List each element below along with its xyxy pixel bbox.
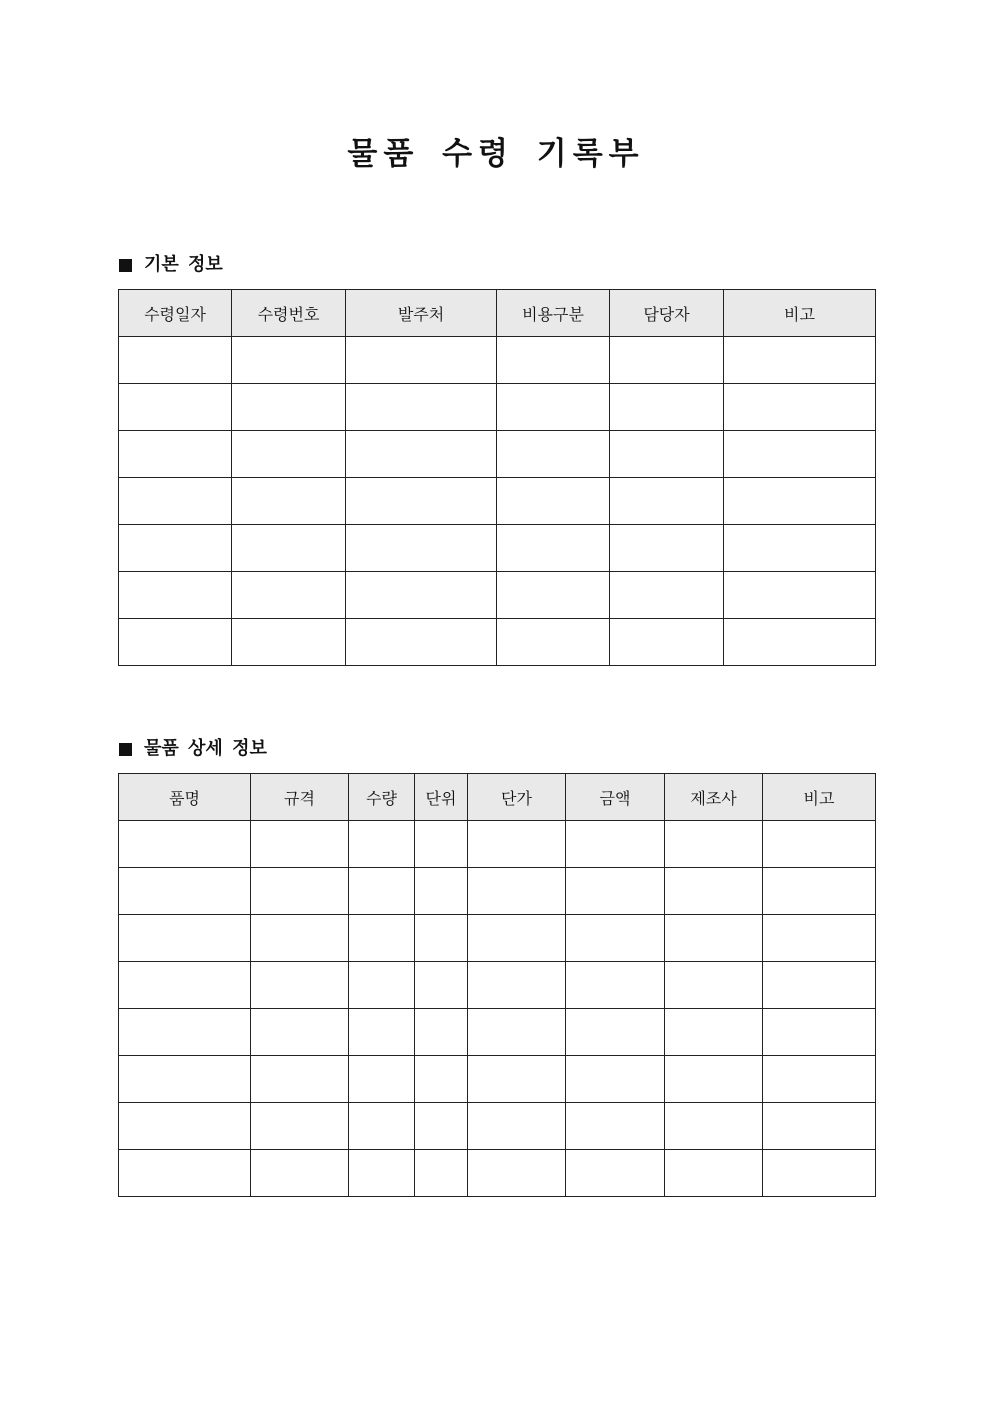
table-cell[interactable] bbox=[346, 619, 497, 666]
table-cell[interactable] bbox=[119, 1150, 251, 1197]
table-cell[interactable] bbox=[610, 384, 724, 431]
table-cell[interactable] bbox=[468, 868, 566, 915]
table-cell[interactable] bbox=[497, 384, 610, 431]
item-details-table-body bbox=[119, 821, 876, 1197]
table-cell[interactable] bbox=[610, 572, 724, 619]
table-cell[interactable] bbox=[610, 525, 724, 572]
table-cell[interactable] bbox=[232, 572, 346, 619]
table-row bbox=[119, 915, 876, 962]
table-row bbox=[119, 1009, 876, 1056]
table-cell[interactable] bbox=[497, 337, 610, 384]
table-cell[interactable] bbox=[119, 962, 251, 1009]
column-header-manufacturer: 제조사 bbox=[665, 774, 763, 821]
table-cell[interactable] bbox=[566, 915, 665, 962]
table-cell[interactable] bbox=[566, 821, 665, 868]
column-header-unit-price: 단가 bbox=[468, 774, 566, 821]
table-cell[interactable] bbox=[251, 1009, 349, 1056]
table-cell[interactable] bbox=[468, 1103, 566, 1150]
table-cell[interactable] bbox=[566, 1056, 665, 1103]
table-cell[interactable] bbox=[415, 915, 468, 962]
table-cell[interactable] bbox=[349, 821, 415, 868]
table-cell[interactable] bbox=[665, 1009, 763, 1056]
section-heading-label: 기본 정보 bbox=[144, 254, 223, 275]
column-header-unit: 단위 bbox=[415, 774, 468, 821]
table-cell[interactable] bbox=[349, 868, 415, 915]
table-cell[interactable] bbox=[763, 915, 876, 962]
table-cell[interactable] bbox=[763, 868, 876, 915]
table-row bbox=[119, 619, 876, 666]
table-cell[interactable] bbox=[119, 572, 232, 619]
table-cell[interactable] bbox=[119, 868, 251, 915]
table-cell[interactable] bbox=[497, 619, 610, 666]
table-cell[interactable] bbox=[119, 1056, 251, 1103]
table-cell[interactable] bbox=[665, 1056, 763, 1103]
basic-info-table bbox=[118, 289, 876, 666]
table-cell[interactable] bbox=[119, 1009, 251, 1056]
column-header-quantity: 수량 bbox=[349, 774, 415, 821]
section-heading-item-details bbox=[119, 737, 267, 761]
table-cell[interactable] bbox=[468, 821, 566, 868]
table-cell[interactable] bbox=[346, 337, 497, 384]
table-cell[interactable] bbox=[251, 1150, 349, 1197]
item-details-table bbox=[118, 773, 876, 1197]
column-header-item-name: 품명 bbox=[119, 774, 251, 821]
section-heading-basic-info bbox=[119, 253, 223, 277]
table-cell[interactable] bbox=[724, 525, 876, 572]
table-row bbox=[119, 868, 876, 915]
table-cell[interactable] bbox=[346, 478, 497, 525]
table-cell[interactable] bbox=[415, 1056, 468, 1103]
table-row bbox=[119, 478, 876, 525]
table-cell[interactable] bbox=[497, 431, 610, 478]
table-cell[interactable] bbox=[566, 1150, 665, 1197]
basic-info-table-body bbox=[119, 337, 876, 666]
table-cell[interactable] bbox=[497, 525, 610, 572]
table-row bbox=[119, 337, 876, 384]
table-cell[interactable] bbox=[346, 384, 497, 431]
table-cell[interactable] bbox=[724, 431, 876, 478]
table-cell[interactable] bbox=[415, 1150, 468, 1197]
table-cell[interactable] bbox=[349, 915, 415, 962]
table-cell[interactable] bbox=[665, 915, 763, 962]
table-cell[interactable] bbox=[468, 1056, 566, 1103]
column-header-amount: 금액 bbox=[566, 774, 665, 821]
table-cell[interactable] bbox=[251, 915, 349, 962]
table-cell[interactable] bbox=[119, 821, 251, 868]
table-cell[interactable] bbox=[763, 962, 876, 1009]
black-square-icon bbox=[119, 743, 132, 756]
column-header-person-in-charge: 담당자 bbox=[610, 290, 724, 337]
table-cell[interactable] bbox=[349, 1056, 415, 1103]
column-header-cost-type: 비용구분 bbox=[497, 290, 610, 337]
table-cell[interactable] bbox=[497, 478, 610, 525]
table-cell[interactable] bbox=[468, 1009, 566, 1056]
table-cell[interactable] bbox=[610, 431, 724, 478]
table-cell[interactable] bbox=[349, 1009, 415, 1056]
table-header-row bbox=[119, 290, 876, 337]
table-cell[interactable] bbox=[349, 1103, 415, 1150]
table-row bbox=[119, 1056, 876, 1103]
table-cell[interactable] bbox=[566, 1103, 665, 1150]
table-cell[interactable] bbox=[251, 962, 349, 1009]
table-cell[interactable] bbox=[468, 915, 566, 962]
table-cell[interactable] bbox=[251, 868, 349, 915]
table-cell[interactable] bbox=[119, 1103, 251, 1150]
table-cell[interactable] bbox=[665, 821, 763, 868]
table-row bbox=[119, 1103, 876, 1150]
table-row bbox=[119, 384, 876, 431]
table-row bbox=[119, 962, 876, 1009]
table-cell[interactable] bbox=[232, 431, 346, 478]
table-cell[interactable] bbox=[763, 1150, 876, 1197]
column-header-remarks: 비고 bbox=[763, 774, 876, 821]
table-header-row bbox=[119, 774, 876, 821]
table-cell[interactable] bbox=[566, 962, 665, 1009]
column-header-specification: 규격 bbox=[251, 774, 349, 821]
table-cell[interactable] bbox=[415, 962, 468, 1009]
table-row bbox=[119, 821, 876, 868]
table-cell[interactable] bbox=[251, 1056, 349, 1103]
table-cell[interactable] bbox=[468, 962, 566, 1009]
table-cell[interactable] bbox=[724, 384, 876, 431]
table-cell[interactable] bbox=[346, 431, 497, 478]
table-cell[interactable] bbox=[763, 1056, 876, 1103]
table-cell[interactable] bbox=[119, 337, 232, 384]
table-cell[interactable] bbox=[346, 525, 497, 572]
table-cell[interactable] bbox=[119, 431, 232, 478]
table-cell[interactable] bbox=[232, 619, 346, 666]
section-heading-label: 물품 상세 정보 bbox=[144, 738, 267, 759]
table-row bbox=[119, 431, 876, 478]
table-cell[interactable] bbox=[610, 478, 724, 525]
table-cell[interactable] bbox=[665, 962, 763, 1009]
table-cell[interactable] bbox=[724, 572, 876, 619]
table-cell[interactable] bbox=[468, 1150, 566, 1197]
table-cell[interactable] bbox=[763, 821, 876, 868]
table-cell[interactable] bbox=[349, 962, 415, 1009]
column-header-receipt-number: 수령번호 bbox=[232, 290, 346, 337]
table-row bbox=[119, 572, 876, 619]
column-header-supplier: 발주처 bbox=[346, 290, 497, 337]
table-cell[interactable] bbox=[724, 478, 876, 525]
table-cell[interactable] bbox=[566, 868, 665, 915]
table-cell[interactable] bbox=[251, 821, 349, 868]
table-cell[interactable] bbox=[415, 1103, 468, 1150]
table-cell[interactable] bbox=[415, 1009, 468, 1056]
column-header-receipt-date: 수령일자 bbox=[119, 290, 232, 337]
table-cell[interactable] bbox=[415, 821, 468, 868]
table-cell[interactable] bbox=[665, 868, 763, 915]
table-cell[interactable] bbox=[497, 572, 610, 619]
table-cell[interactable] bbox=[724, 619, 876, 666]
table-cell[interactable] bbox=[232, 384, 346, 431]
table-cell[interactable] bbox=[232, 525, 346, 572]
table-cell[interactable] bbox=[349, 1150, 415, 1197]
table-cell[interactable] bbox=[763, 1103, 876, 1150]
table-cell[interactable] bbox=[665, 1150, 763, 1197]
table-cell[interactable] bbox=[610, 337, 724, 384]
table-cell[interactable] bbox=[610, 619, 724, 666]
table-cell[interactable] bbox=[232, 337, 346, 384]
table-cell[interactable] bbox=[119, 619, 232, 666]
table-cell[interactable] bbox=[415, 868, 468, 915]
black-square-icon bbox=[119, 259, 132, 272]
table-cell[interactable] bbox=[665, 1103, 763, 1150]
table-cell[interactable] bbox=[251, 1103, 349, 1150]
table-cell[interactable] bbox=[119, 384, 232, 431]
table-cell[interactable] bbox=[232, 478, 346, 525]
table-cell[interactable] bbox=[119, 525, 232, 572]
table-cell[interactable] bbox=[763, 1009, 876, 1056]
table-row bbox=[119, 525, 876, 572]
page-title: 물품 수령 기록부 bbox=[347, 136, 645, 172]
table-cell[interactable] bbox=[724, 337, 876, 384]
column-header-remarks: 비고 bbox=[724, 290, 876, 337]
table-cell[interactable] bbox=[119, 915, 251, 962]
table-cell[interactable] bbox=[119, 478, 232, 525]
table-cell[interactable] bbox=[346, 572, 497, 619]
table-row bbox=[119, 1150, 876, 1197]
table-cell[interactable] bbox=[566, 1009, 665, 1056]
